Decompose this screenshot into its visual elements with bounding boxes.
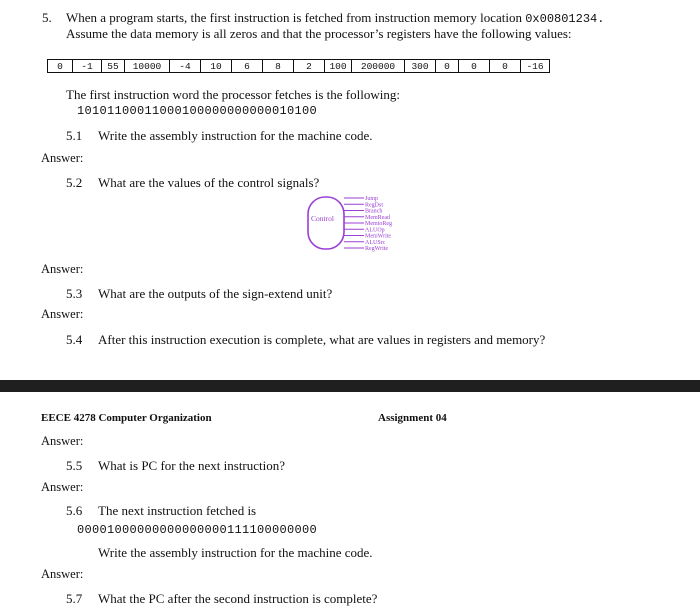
register-cell: 6 — [232, 60, 263, 73]
q57-number: 5.7 — [66, 591, 83, 606]
register-cell: -16 — [521, 60, 550, 73]
register-cell: 8 — [263, 60, 294, 73]
register-cell: 100 — [325, 60, 352, 73]
control-oval — [308, 197, 344, 249]
register-row — [48, 60, 550, 73]
instruction-word-1: 10101100011000100000000000010100 — [77, 104, 318, 118]
q52-text: What are the values of the control signals? — [98, 175, 320, 190]
register-cell: 0 — [459, 60, 490, 73]
question-line-1-text: When a program starts, the first instruction is fetched from instruction memory location — [66, 10, 522, 25]
answer-label-1: Answer: — [41, 151, 84, 165]
q57-text: What the PC after the second instruction is complete? — [98, 591, 378, 606]
control-unit-diagram — [306, 193, 406, 255]
q52-number: 5.2 — [66, 175, 83, 190]
instruction-word-2: 00001000000000000000111100000000 — [77, 523, 318, 537]
q55-number: 5.5 — [66, 458, 83, 473]
register-cell: 55 — [102, 60, 125, 73]
question-line-2: Assume the data memory is all zeros and that the processor’s registers have the following values: — [66, 26, 572, 41]
answer-label-4: Answer: — [41, 434, 84, 448]
control-signal-label: ALUSrc — [365, 239, 386, 246]
control-signal-label: MemtoReg — [365, 221, 392, 227]
course-header: EECE 4278 Computer Organization — [41, 412, 212, 424]
assignment-header: Assignment 04 — [378, 412, 447, 424]
q55-text: What is PC for the next instruction? — [98, 458, 286, 473]
q53-number: 5.3 — [66, 286, 83, 301]
control-signal-label: MemRead — [365, 214, 390, 221]
register-cell: 2 — [294, 60, 325, 73]
q54-text: After this instruction execution is complete, what are values in registers and memory? — [98, 332, 546, 347]
control-signals — [344, 196, 392, 252]
answer-label-6: Answer: — [41, 567, 84, 581]
register-cell: 200000 — [352, 60, 405, 73]
question-number: 5. — [42, 10, 52, 25]
q56-text: The next instruction fetched is — [98, 503, 257, 518]
control-signal-label: Jump — [365, 196, 379, 202]
register-cell: 0 — [490, 60, 521, 73]
question-line-1 — [66, 10, 604, 26]
control-label: Control — [311, 214, 334, 223]
control-signal-label: RegDst — [365, 202, 383, 209]
q53-text: What are the outputs of the sign-extend unit? — [98, 286, 333, 301]
q54-number: 5.4 — [66, 332, 83, 347]
page-divider — [0, 380, 700, 392]
register-cell: 300 — [405, 60, 436, 73]
control-signal-label: MemWrite — [365, 233, 392, 240]
control-signal-label: ALUOp — [365, 227, 385, 234]
register-cell: -4 — [170, 60, 201, 73]
q56-number: 5.6 — [66, 503, 83, 518]
intro-text: The first instruction word the processor fetches is the following: — [66, 87, 400, 102]
start-address: 0x00801234. — [525, 12, 605, 26]
register-cell: -1 — [73, 60, 102, 73]
register-cell: 0 — [436, 60, 459, 73]
q51-text: Write the assembly instruction for the machine code. — [98, 128, 373, 143]
control-signal-label: RegWrite — [365, 246, 389, 252]
register-cell: 0 — [48, 60, 73, 73]
register-table — [47, 59, 550, 73]
control-signal-label: Branch — [365, 208, 383, 215]
answer-label-2: Answer: — [41, 262, 84, 276]
register-cell: 10000 — [125, 60, 170, 73]
register-cell: 10 — [201, 60, 232, 73]
answer-label-5: Answer: — [41, 480, 84, 494]
q56-text-2: Write the assembly instruction for the machine code. — [98, 545, 373, 560]
answer-label-3: Answer: — [41, 307, 84, 321]
q51-number: 5.1 — [66, 128, 83, 143]
